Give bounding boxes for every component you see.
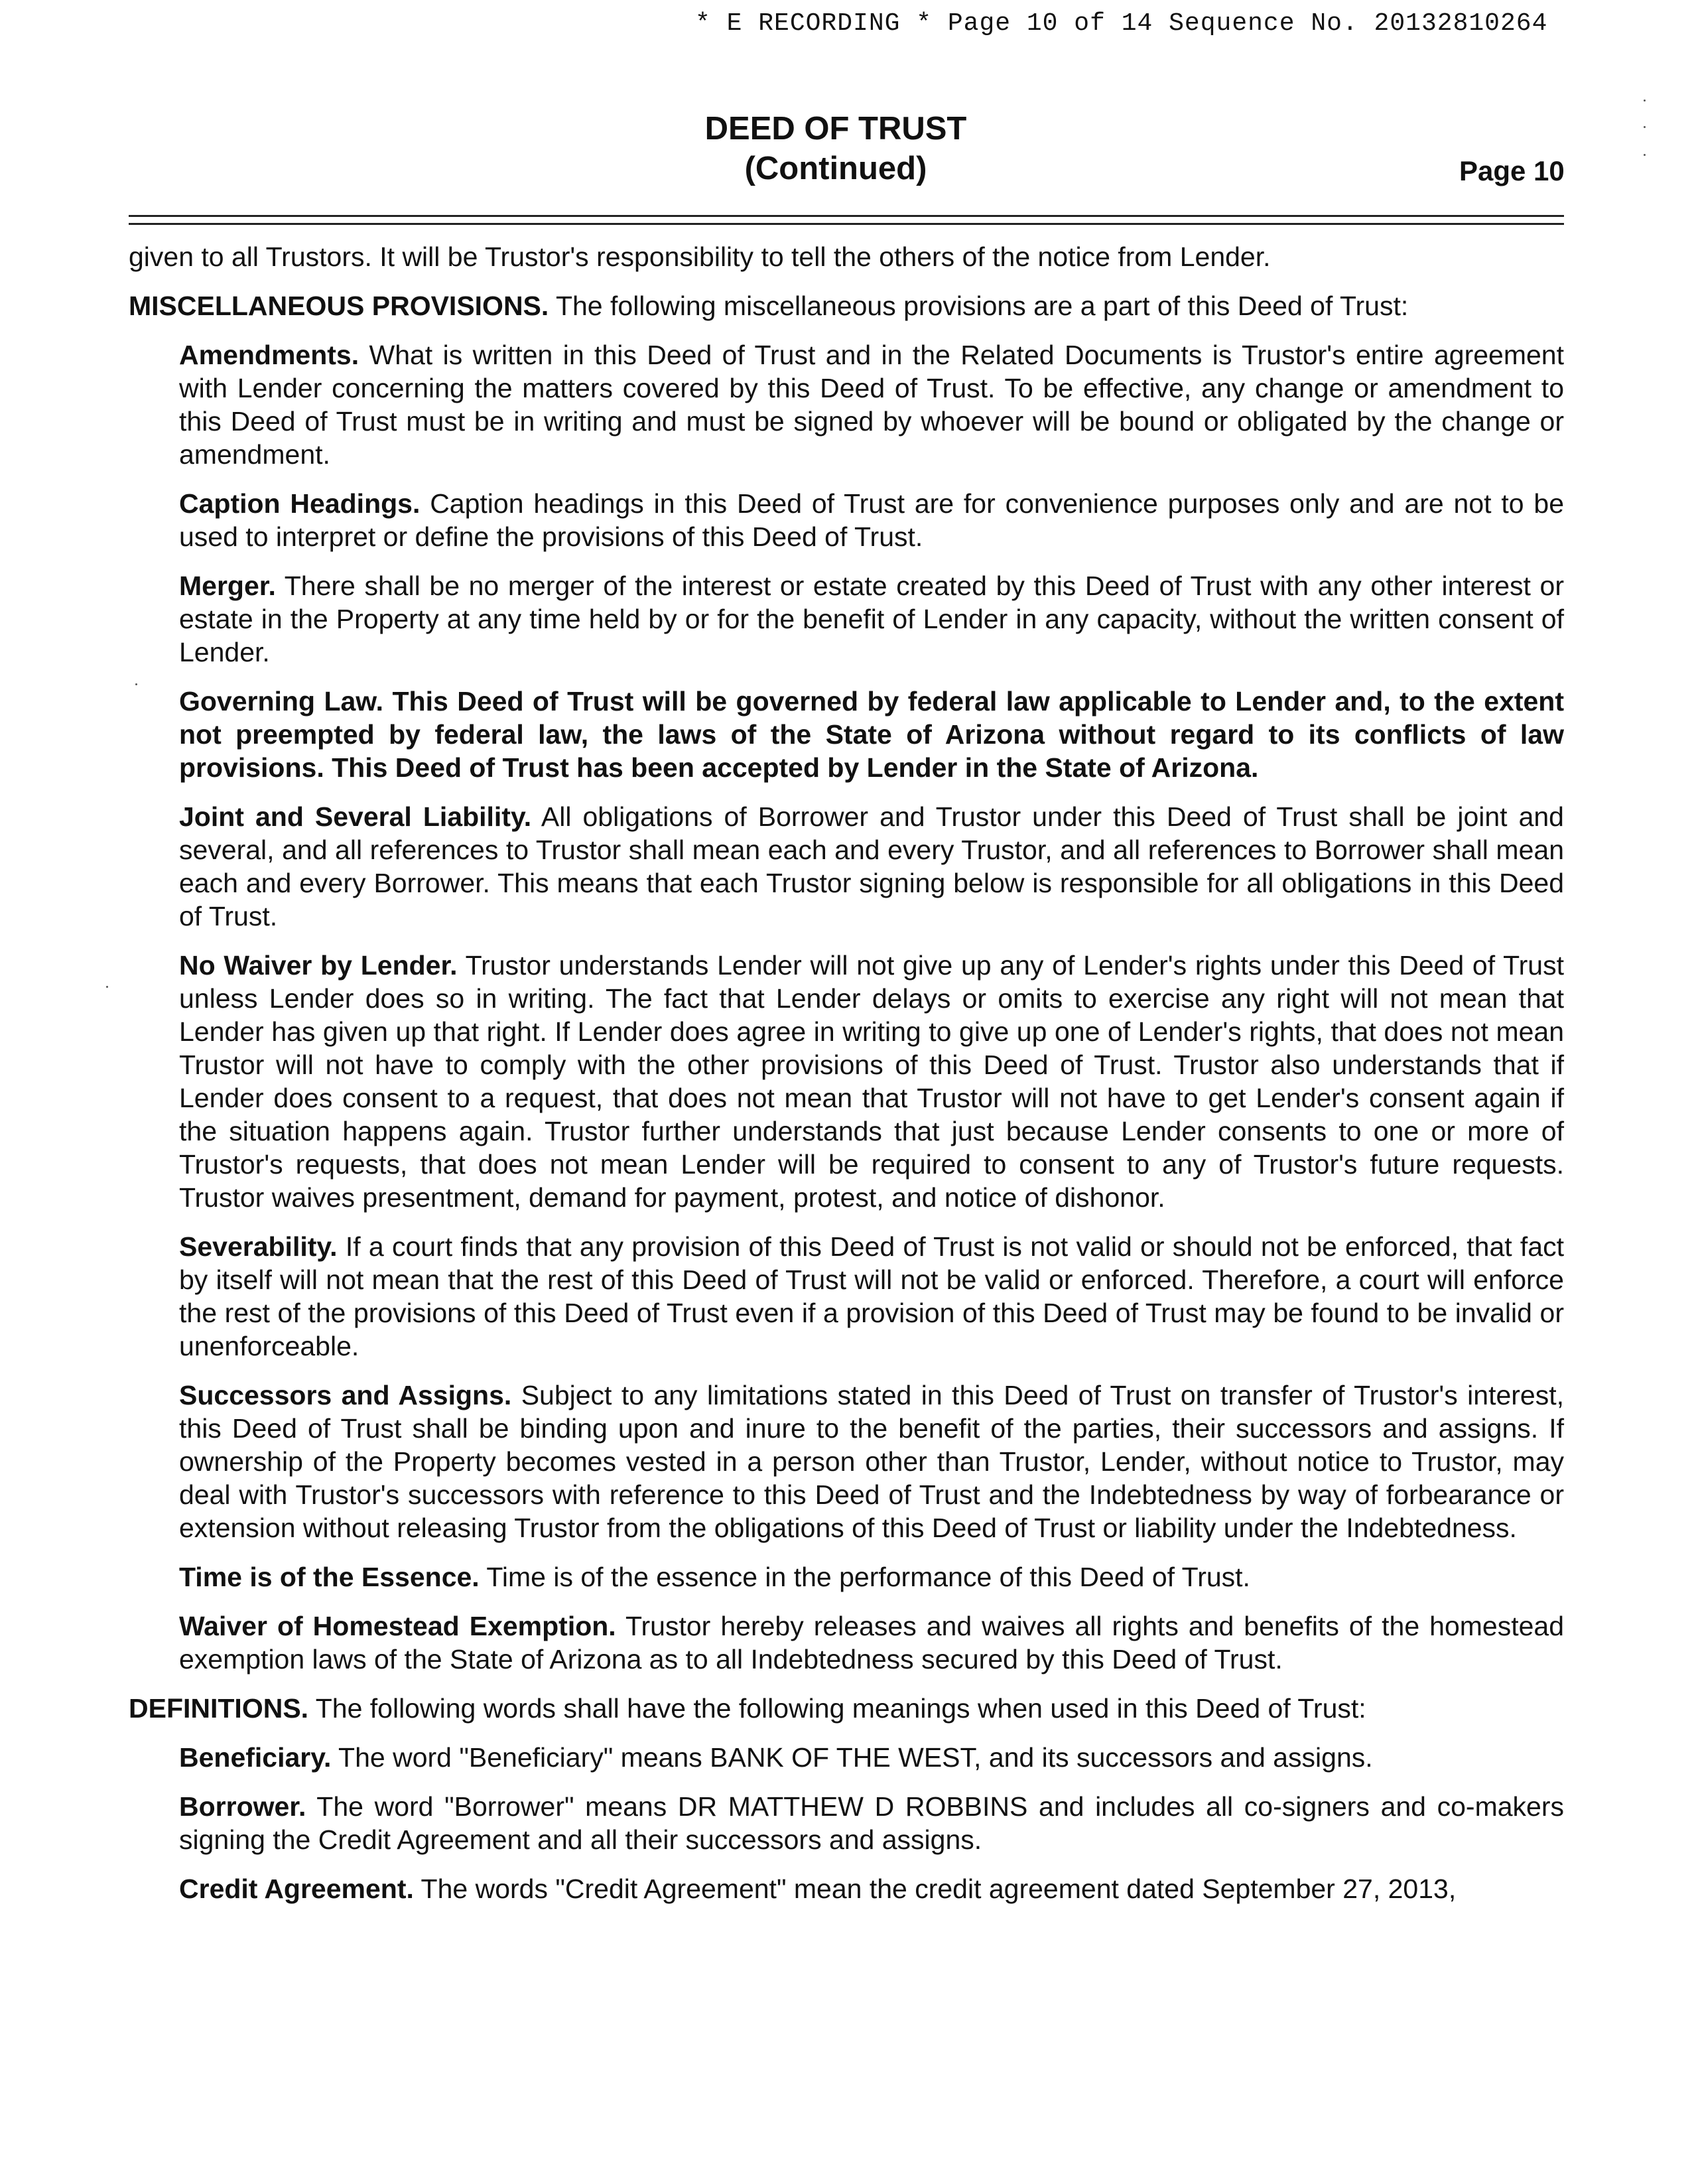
recording-stamp: * E RECORDING * Page 10 of 14 Sequence No. 20132810264 (695, 9, 1548, 38)
provision-text: Time is of the essence in the performance of this Deed of Trust. (479, 1562, 1250, 1592)
provision-title: Caption Headings. (179, 488, 421, 519)
misc-section-heading (129, 289, 1564, 322)
definition-text: The words "Credit Agreement" mean the credit agreement dated September 27, 2013, (413, 1874, 1457, 1904)
provision-title: Merger. (179, 571, 276, 601)
definitions-section-heading (129, 1692, 1564, 1725)
document-title: DEED OF TRUST (704, 111, 967, 147)
provision-no-waiver (129, 949, 1564, 1214)
provision-text: There shall be no merger of the interest or estate created by this Deed of Trust with any other interest or estate in the Property at any time held by or for the benefit of Lender in any capacity, without the written consent of Lender. (179, 571, 1564, 667)
provision-title: Amendments. (179, 340, 359, 370)
provision-text: This Deed of Trust will be governed by federal law applicable to Lender and, to the extent not preempted by federal law, the laws of the State of Arizona without regard to its conflicts of law provisions. This Deed of Trust has been accepted by Lender in the State of Arizona. (179, 686, 1564, 783)
definition-text: The word "Beneficiary" means BANK OF THE WEST, and its successors and assigns. (331, 1742, 1373, 1773)
provision-title: Successors and Assigns. (179, 1380, 512, 1410)
provision-text: All obligations of Borrower and Trustor under this Deed of Trust shall be joint and several, and all references to Trustor shall mean each and every Trustor, and all references to Borrower shall mean each and every Borrower. This means that each Trustor signing below is responsible for all obligations in this Deed of Trust. (179, 801, 1564, 931)
provision-successors-assigns (129, 1379, 1564, 1544)
definition-text: The word "Borrower" means DR MATTHEW D ROBBINS and includes all co-signers and co-makers signing the Credit Agreement and all their successors and assigns. (179, 1791, 1564, 1855)
definition-title: Credit Agreement. (179, 1874, 414, 1904)
provision-time-essence (129, 1560, 1564, 1594)
definition-borrower (129, 1790, 1564, 1856)
provision-text: Caption headings in this Deed of Trust are for convenience purposes only and are not to be used to interpret or define the provisions of this Deed of Trust. (179, 488, 1564, 552)
document-body (129, 240, 1564, 1921)
provision-title: Time is of the Essence. (179, 1562, 480, 1592)
provision-title: Joint and Several Liability. (179, 801, 532, 832)
provision-text: Subject to any limitations stated in this Deed of Trust on transfer of Trustor's interest, this Deed of Trust shall be binding upon and inure to the benefit of the parties, their successors and assigns. If ownership of the Property becomes vested in a person other than Trustor, Lender, without notice to Trustor, may deal with Trustor's successors with reference to this Deed of Trust and the Indebtedness by way of forbearance or extension without releasing Trustor from the obligations of this Deed of Trust or liability under the Indebtedness. (179, 1380, 1564, 1543)
definitions-intro: The following words shall have the following meanings when used in this Deed of Trust: (308, 1693, 1366, 1724)
page-number: Page 10 (1459, 155, 1565, 186)
document-subtitle: (Continued) (744, 151, 927, 186)
definition-credit-agreement (129, 1872, 1564, 1905)
provision-merger (129, 569, 1564, 669)
provision-text: Trustor understands Lender will not give up any of Lender's rights under this Deed of Trust unless Lender does so in writing. The fact that Lender delays or omits to exercise any right will not mean that Lender has given up that right. If Lender does agree in writing to give up one of Lender's rights, that does not mean Trustor will not have to comply with the other provisions of this Deed of Trust. Trustor also understands that if Lender does consent to a request, that does not mean that Trustor will not have to get Lender's consent again if the situation happens again. Trustor further understands that just because Lender consents to one or more of Trustor's requests, that does not mean Lender will be required to consent to any of Trustor's future requests. Trustor waives presentment, demand for payment, protest, and notice of dishonor. (179, 950, 1564, 1213)
provision-text: What is written in this Deed of Trust and in the Related Documents is Trustor's entire agreement with Lender concerning the matters covered by this Deed of Trust. To be effective, any change or amendment to this Deed of Trust must be in writing and must be signed by whoever will be bound or obligated by the change or amendment. (179, 340, 1564, 470)
scan-speck (1644, 126, 1646, 128)
provision-homestead-waiver (129, 1609, 1564, 1676)
provision-title: Waiver of Homestead Exemption. (179, 1611, 616, 1641)
provision-text: If a court finds that any provision of this Deed of Trust is not valid or should not be enforced, that fact by itself will not mean that the rest of this Deed of Trust will not be valid or enforced. Therefore, a court will enforce the rest of the provisions of this Deed of Trust even if a provision of this Deed of Trust may be found to be invalid or unenforceable. (179, 1231, 1564, 1361)
provision-title: No Waiver by Lender. (179, 950, 458, 981)
header-rule-bottom (129, 223, 1564, 225)
definition-title: Borrower. (179, 1791, 306, 1822)
definition-title: Beneficiary. (179, 1742, 332, 1773)
misc-heading: MISCELLANEOUS PROVISIONS. (129, 291, 549, 321)
misc-intro: The following miscellaneous provisions are a part of this Deed of Trust: (549, 291, 1409, 321)
definitions-heading: DEFINITIONS. (129, 1693, 309, 1724)
provision-text: Trustor hereby releases and waives all rights and benefits of the homestead exemption laws of the State of Arizona as to all Indebtedness secured by this Deed of Trust. (179, 1611, 1564, 1674)
scan-speck (135, 683, 137, 685)
provision-caption-headings (129, 487, 1564, 553)
scan-speck (1644, 100, 1646, 102)
document-title-block (650, 109, 1021, 188)
provision-title: Severability. (179, 1231, 338, 1262)
header-rule-top (129, 215, 1564, 217)
provision-severability (129, 1230, 1564, 1363)
scan-speck (1644, 154, 1646, 156)
provision-amendments (129, 338, 1564, 471)
intro-paragraph: given to all Trustors. It will be Trustor's responsibility to tell the others of the notice from Lender. (129, 241, 1271, 272)
provision-joint-several-liability (129, 800, 1564, 933)
provision-title: Governing Law. (179, 686, 384, 717)
scan-speck (106, 986, 108, 988)
provision-governing-law (129, 685, 1564, 784)
definition-beneficiary (129, 1741, 1564, 1774)
